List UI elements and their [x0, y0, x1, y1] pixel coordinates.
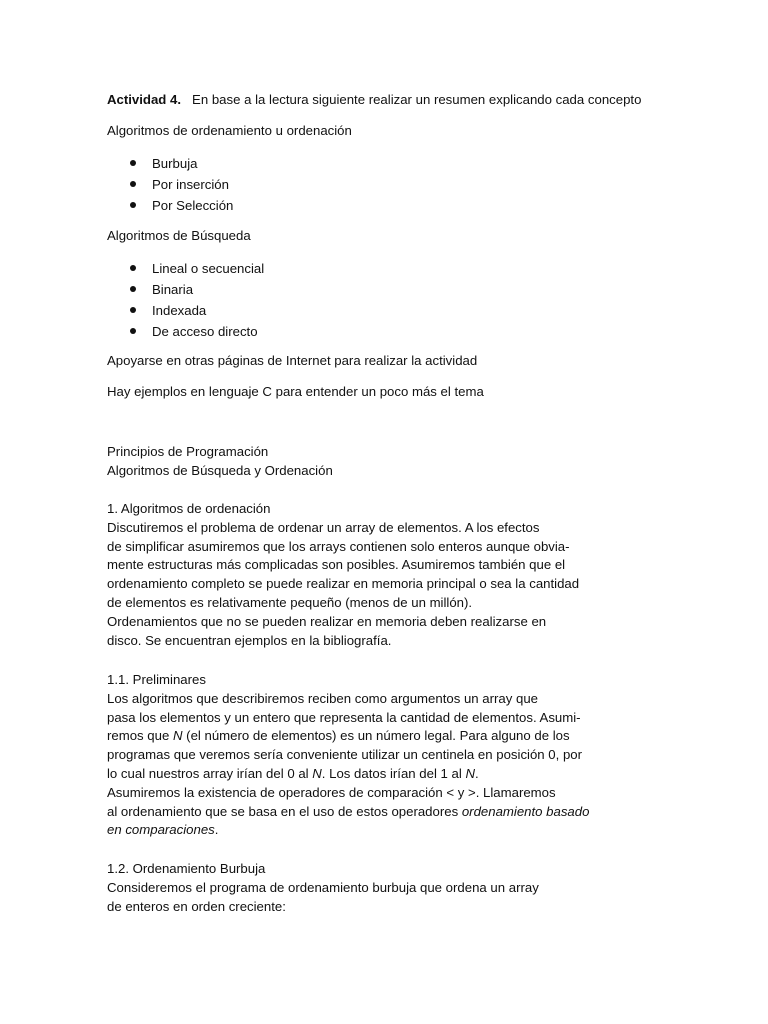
paragraph-line — [107, 803, 589, 822]
topic-title: Algoritmos de Búsqueda y Ordenación — [107, 462, 333, 478]
search-list — [130, 258, 264, 342]
text-run: lo cual nuestros array irían del 0 al — [107, 765, 313, 781]
paragraph-line: de simplificar asumiremos que los arrays contienen solo enteros aunque obvia- — [107, 538, 570, 554]
text-run: . Los datos irían del 1 al — [321, 765, 466, 781]
paragraph-line: Ordenamientos que no se pueden realizar en memoria deben realizarse en — [107, 613, 547, 629]
paragraph-line: Discutiremos el problema de ordenar un array de elementos. A los efectos — [107, 519, 540, 535]
list-item: De acceso directo — [130, 321, 264, 342]
list-item: Por inserción — [130, 174, 233, 195]
emphasis-text: en comparaciones — [107, 822, 215, 838]
section-1 — [107, 500, 579, 650]
paragraph-line: Los algoritmos que describiremos reciben como argumentos un array que — [107, 690, 539, 706]
sorting-list — [130, 153, 233, 216]
text-run: (el número de elementos) es un número legal. Para alguno de los — [182, 728, 570, 744]
emphasis-text: ordenamiento basado — [461, 803, 590, 819]
paragraph-line: de elementos es relativamente pequeño (menos de un millón). — [107, 594, 473, 610]
paragraph-line: disco. Se encuentran ejemplos en la bibliografía. — [107, 632, 392, 648]
math-variable: N — [312, 765, 322, 781]
reading-title — [107, 443, 333, 481]
list-item: Indexada — [130, 300, 264, 321]
paragraph-line: pasa los elementos y un entero que representa la cantidad de elementos. Asumi- — [107, 709, 581, 725]
math-variable: N — [465, 765, 475, 781]
list-item: Burbuja — [130, 153, 233, 174]
activity-label: Actividad 4. — [107, 92, 182, 107]
section-1-2 — [107, 860, 539, 916]
section-heading: 1.1. Preliminares — [107, 672, 206, 687]
paragraph-line: de enteros en orden creciente: — [107, 898, 286, 914]
section-1-1 — [107, 671, 589, 840]
paragraph-line — [107, 765, 589, 784]
note-internet: Apoyarse en otras páginas de Internet para realizar la actividad — [107, 353, 478, 368]
activity-instruction — [107, 92, 641, 107]
paragraph-line: Asumiremos la existencia de operadores de comparación < y >. Llamaremos — [107, 784, 556, 800]
note-c-examples: Hay ejemplos en lenguaje C para entender un poco más el tema — [107, 384, 484, 399]
math-variable: N — [172, 728, 183, 744]
paragraph-line: ordenamiento completo se puede realizar en memoria principal o sea la cantidad — [107, 576, 580, 592]
list-item: Lineal o secuencial — [130, 258, 264, 279]
text-run: remos que — [107, 728, 173, 744]
activity-text: En base a la lectura siguiente realizar un resumen explicando cada concepto — [192, 92, 642, 107]
course-title: Principios de Programación — [107, 444, 269, 459]
text-run: . — [214, 822, 219, 838]
list-item: Por Selección — [130, 195, 233, 216]
paragraph-line — [107, 727, 589, 746]
list-item: Binaria — [130, 279, 264, 300]
section-heading: 1. Algoritmos de ordenación — [107, 501, 271, 516]
text-run: al ordenamiento que se basa en el uso de estos operadores — [107, 803, 462, 819]
paragraph-line: Consideremos el programa de ordenamiento burbuja que ordena un array — [107, 879, 539, 895]
section-heading: 1.2. Ordenamiento Burbuja — [107, 861, 266, 876]
paragraph-line — [107, 821, 589, 840]
search-heading: Algoritmos de Búsqueda — [107, 228, 251, 243]
paragraph-line: mente estructuras más complicadas son posibles. Asumiremos también que el — [107, 557, 566, 573]
text-run: . — [475, 765, 479, 781]
sorting-heading: Algoritmos de ordenamiento u ordenación — [107, 123, 352, 138]
paragraph-line: programas que veremos sería conveniente utilizar un centinela en posición 0, por — [107, 747, 583, 763]
